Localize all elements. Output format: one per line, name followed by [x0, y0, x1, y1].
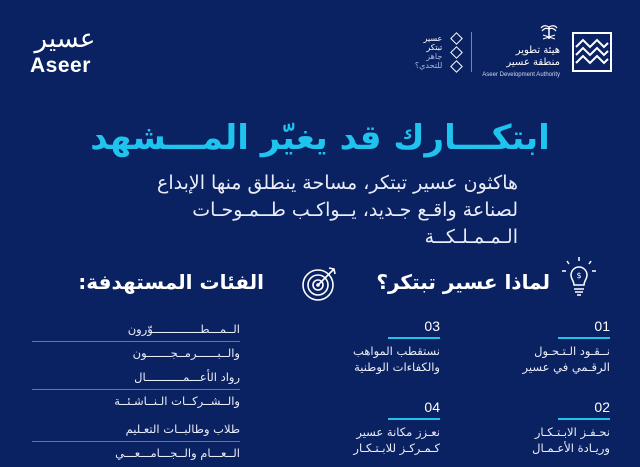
- why-item-number: 01: [594, 318, 610, 334]
- accent-bar: [558, 418, 610, 420]
- tag-line-2: تبتكر: [426, 43, 443, 52]
- target-item-students: [32, 420, 240, 463]
- why-section-title: لماذا عسير تبتكر؟: [376, 270, 550, 294]
- why-item-text: نستقطب المواهب والكفاءات الوطنية: [353, 344, 440, 374]
- brand-latin-text: Aseer: [30, 54, 91, 77]
- why-item-number: 02: [594, 399, 610, 415]
- authority-english: Aseer Development Authority: [482, 72, 560, 78]
- brand-script-text: عسير: [34, 24, 96, 54]
- authority-mark-icon: [570, 30, 614, 74]
- tag-line-1: عسير: [423, 34, 443, 43]
- accent-bar: [558, 337, 610, 339]
- target-divider: [32, 389, 240, 390]
- why-item-text: نــقـود الـتـحـول الرقـمي في عسير: [522, 344, 610, 374]
- targets-section-title: الفئات المستهدفة:: [78, 270, 264, 294]
- target-line-2: والــشــركــات الـنــاشـئــة: [114, 394, 240, 408]
- target-item-entrepreneurs: [32, 368, 240, 411]
- target-item-developers: [32, 320, 240, 363]
- authority-logo-group: [415, 24, 614, 80]
- page-headline: ابتكـــارك قد يغيّر المـــشهد: [90, 118, 550, 158]
- accent-bar: [388, 418, 440, 420]
- authority-line2: منطقة عسير: [506, 57, 560, 68]
- authority-name: [482, 23, 560, 81]
- tag-line-3: جاهز: [426, 52, 443, 61]
- target-line-1: الــمـــطــــــــــــــوّرون: [127, 322, 240, 336]
- target-line-2: الــعـــام والــجـــامـــعـــي: [115, 446, 240, 460]
- why-item-number: 03: [424, 318, 440, 334]
- why-item-03: [330, 318, 440, 375]
- logo-divider: [471, 32, 472, 72]
- hackathon-tagline: [415, 34, 442, 70]
- target-line-1: رواد الأعـــمـــــــــــال: [134, 370, 240, 384]
- why-item-01: [500, 318, 610, 375]
- why-item-number: 04: [424, 399, 440, 415]
- target-divider: [32, 441, 240, 442]
- tag-line-4: للتحدي؟: [414, 61, 443, 70]
- target-divider: [32, 341, 240, 342]
- why-item-text: نعـزز مكانة عسير كـمـركـز للابـتـكـار: [353, 425, 440, 455]
- target-line-2: والــبــــــرمــجـــــــون: [132, 346, 240, 360]
- palm-emblem-icon: [538, 23, 560, 41]
- svg-text:$: $: [576, 271, 582, 280]
- target-icon: [300, 263, 340, 303]
- aseer-brand-logo: [30, 26, 120, 82]
- diamond-dots-icon: [452, 34, 461, 71]
- why-item-text: نحـفـز الابـتـكـار وريـادة الأعـمـال: [532, 425, 610, 455]
- authority-line1: هيئة تطوير: [515, 45, 560, 56]
- why-item-02: [500, 399, 610, 456]
- target-line-1: طلاب وطالبــات التعـليم: [125, 422, 240, 436]
- accent-bar: [388, 337, 440, 339]
- lightbulb-icon: [560, 256, 598, 298]
- intro-paragraph: هاكثون عسير تبتكر، مساحة ينطلق منها الإبداع لصناعة واقـع جـديد، يــواكـب طــمـوحـات الـمـمـلـكــة: [157, 172, 518, 248]
- why-item-04: [330, 399, 440, 456]
